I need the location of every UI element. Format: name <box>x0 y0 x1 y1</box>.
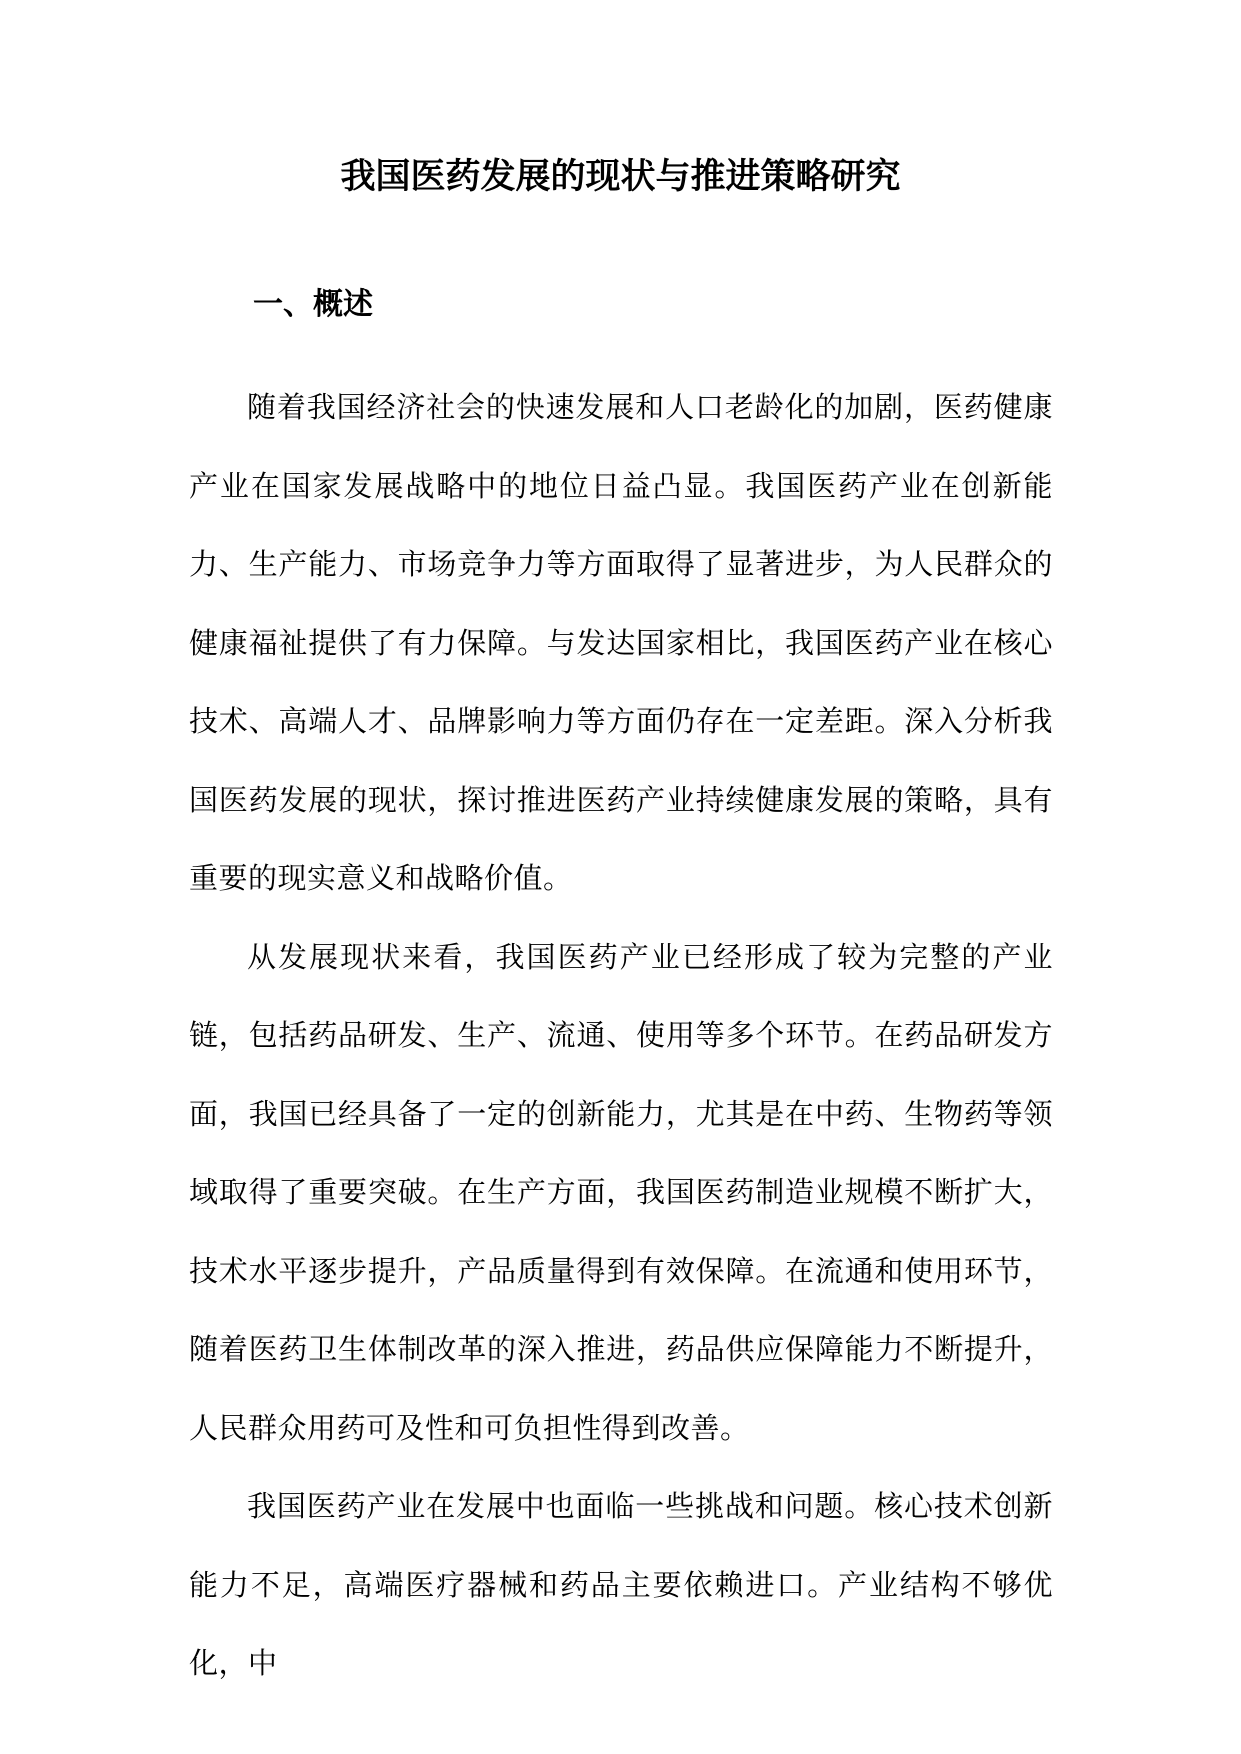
body-paragraph-1: 随着我国经济社会的快速发展和人口老龄化的加剧，医药健康产业在国家发展战略中的地位日益凸显。我国医药产业在创新能力、生产能力、市场竞争力等方面取得了显著进步，为人民群众的健康福祉提供了有力保障。与发达国家相比，我国医药产业在核心技术、高端人才、品牌影响力等方面仍存在一定差距。深入分析我国医药发展的现状，探讨推进医药产业持续健康发展的策略，具有重要的现实意义和战略价值。 <box>189 390 1053 895</box>
document-title: 我国医药发展的现状与推进策略研究 <box>340 157 901 197</box>
document-body <box>189 368 1053 1703</box>
body-paragraph-3: 我国医药产业在发展中也面临一些挑战和问题。核心技术创新能力不足，高端医疗器械和药品主要依赖进口。产业结构不够优化，中 <box>189 1489 1053 1680</box>
section-heading: 一、概述 <box>253 287 373 322</box>
body-paragraph-2: 从发展现状来看，我国医药产业已经形成了较为完整的产业链，包括药品研发、生产、流通、使用等多个环节。在药品研发方面，我国已经具备了一定的创新能力，尤其是在中药、生物药等领域取得了重要突破。在生产方面，我国医药制造业规模不断扩大，技术水平逐步提升，产品质量得到有效保障。在流通和使用环节，随着医药卫生体制改革的深入推进，药品供应保障能力不断提升，人民群众用药可及性和可负担性得到改善。 <box>189 939 1053 1445</box>
